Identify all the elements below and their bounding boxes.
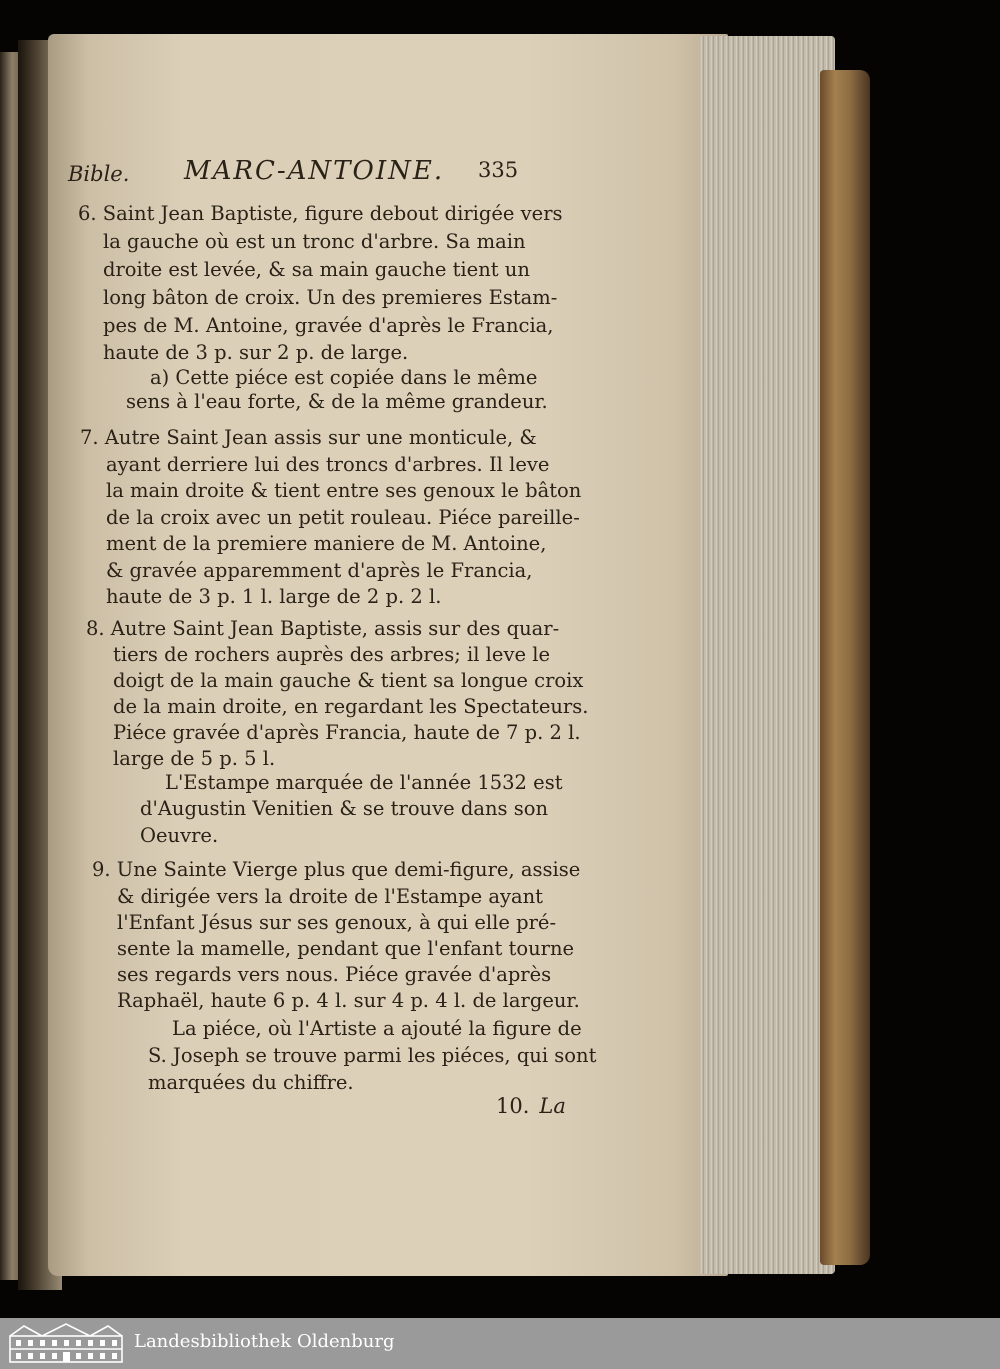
running-head-left: Bible. — [68, 162, 130, 186]
text-line: haute de 3 p. 1 l. large de 2 p. 2 l. — [106, 585, 442, 608]
text-line: tiers de rochers auprès des arbres; il leve le — [113, 643, 550, 666]
text-line: Oeuvre. — [140, 824, 219, 847]
text-line: S. Joseph se trouve parmi les piéces, qui sont — [148, 1044, 597, 1067]
text-line: marquées du chiffre. — [148, 1071, 354, 1094]
text-line: la main droite & tient entre ses genoux le bâton — [106, 479, 582, 502]
text-line: La piéce, où l'Artiste a ajouté la figure de — [172, 1017, 582, 1040]
text-line: 6. Saint Jean Baptiste, figure debout dirigée vers — [78, 202, 563, 225]
text-line: la gauche où est un tronc d'arbre. Sa main — [103, 230, 526, 253]
text-line: l'Enfant Jésus sur ses genoux, à qui elle pré- — [117, 911, 557, 934]
text-line: 7. Autre Saint Jean assis sur une monticule, & — [80, 426, 537, 449]
text-line: & gravée apparemment d'après le Francia, — [106, 559, 533, 582]
text-line: a) Cette piéce est copiée dans le même — [150, 366, 538, 389]
text-line: doigt de la main gauche & tient sa longue croix — [113, 669, 584, 692]
text-line: & dirigée vers la droite de l'Estampe ayant — [117, 885, 543, 908]
text-line: sente la mamelle, pendant que l'enfant tourne — [117, 937, 575, 960]
text-line: haute de 3 p. sur 2 p. de large. — [103, 341, 409, 364]
running-head-title: MARC-ANTOINE. — [184, 156, 445, 186]
text-line: Piéce gravée d'après Francia, haute de 7 p. 2 l. — [113, 721, 581, 744]
catchword-number: 10. — [496, 1094, 530, 1118]
text-line: sens à l'eau forte, & de la même grandeur. — [126, 390, 548, 413]
page-block-edge — [700, 36, 835, 1274]
text-line: d'Augustin Venitien & se trouve dans son — [140, 797, 549, 820]
library-name: Landesbibliothek Oldenburg — [134, 1331, 395, 1352]
catchword — [496, 1094, 566, 1118]
catchword-word: La — [539, 1094, 566, 1118]
text-line: L'Estampe marquée de l'année 1532 est — [165, 771, 563, 794]
text-line: 9. Une Sainte Vierge plus que demi-figure, assise — [92, 858, 581, 881]
text-line: de la main droite, en regardant les Spectateurs. — [113, 695, 589, 718]
book-cover-edge — [820, 70, 870, 1265]
text-line: droite est levée, & sa main gauche tient un — [103, 258, 530, 281]
page-number: 335 — [478, 158, 519, 182]
text-line: pes de M. Antoine, gravée d'après le Francia, — [103, 314, 554, 337]
text-line: ayant derriere lui des troncs d'arbres. Il leve — [106, 453, 550, 476]
text-line: ment de la premiere maniere de M. Antoine, — [106, 532, 547, 555]
library-building-icon — [6, 1322, 126, 1364]
footer-bar — [0, 1318, 1000, 1369]
text-line: de la croix avec un petit rouleau. Piéce pareille- — [106, 506, 580, 529]
text-line: long bâton de croix. Un des premieres Estam- — [103, 286, 558, 309]
text-line: 8. Autre Saint Jean Baptiste, assis sur des quar- — [86, 617, 560, 640]
text-line: Raphaël, haute 6 p. 4 l. sur 4 p. 4 l. de largeur. — [117, 989, 580, 1012]
text-line: ses regards vers nous. Piéce gravée d'après — [117, 963, 552, 986]
text-line: large de 5 p. 5 l. — [113, 747, 276, 770]
